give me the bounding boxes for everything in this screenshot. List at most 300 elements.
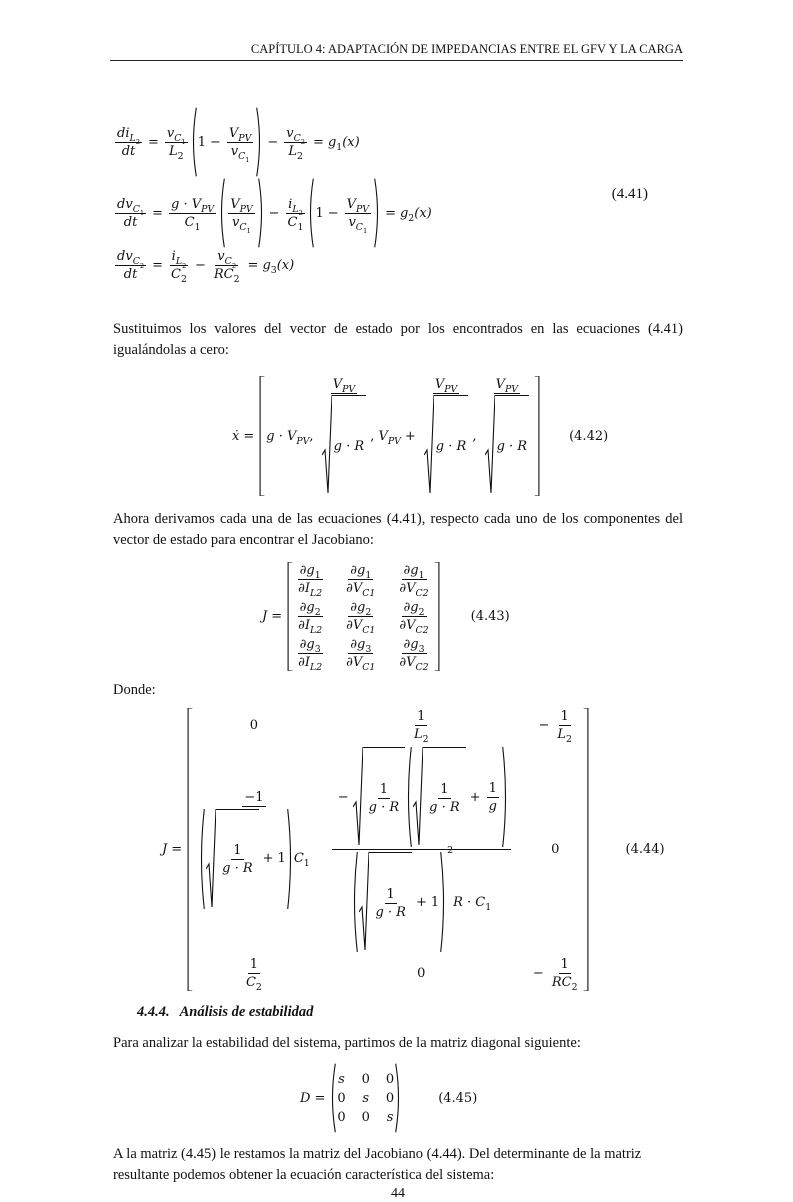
math-token: J (262, 609, 268, 624)
math-token: i (171, 249, 176, 264)
subscripted (410, 637, 425, 656)
fence-content (412, 746, 502, 848)
subscripted (352, 655, 376, 674)
fence-content (336, 1063, 395, 1133)
matrix-cell (410, 709, 433, 746)
subscript (416, 662, 429, 673)
math-group (206, 809, 286, 909)
math-token: ∂ (346, 581, 353, 596)
math-token: g (306, 563, 315, 578)
math-token: − (538, 718, 550, 733)
math-group (298, 581, 323, 600)
section-heading (113, 1004, 683, 1021)
square-root (353, 747, 406, 847)
left-paren-icon (190, 107, 197, 177)
math-token: = (243, 428, 255, 444)
math-token: I (304, 655, 310, 670)
matrix-cell (534, 709, 576, 746)
math-token: − (194, 258, 206, 273)
matrix-cell (294, 563, 326, 600)
math-token: 3 (314, 644, 321, 656)
denominator (183, 214, 203, 233)
right-paren-icon (502, 746, 509, 848)
fraction (344, 637, 377, 674)
parentheses (405, 746, 509, 848)
numerator (559, 957, 571, 974)
math-token: V (352, 655, 363, 670)
math-group (399, 581, 429, 600)
math-group (315, 196, 373, 236)
math-token: 2 (365, 607, 372, 619)
equation-block-4-41 (113, 106, 648, 286)
subscripted (414, 727, 429, 746)
fence-content (197, 107, 257, 177)
numerator (284, 125, 307, 147)
square-root (485, 395, 530, 495)
math-token: s (362, 1090, 370, 1106)
numerator (402, 600, 427, 617)
subscript (245, 156, 249, 164)
matrix-cell (342, 637, 379, 674)
math-group (117, 249, 145, 270)
subscripted (327, 134, 343, 153)
subscripted (357, 637, 372, 656)
math-token: ∂ (399, 618, 407, 633)
equation-row (262, 562, 441, 674)
numerator (115, 196, 146, 218)
math-token: ∂ (299, 637, 307, 652)
subscripted (191, 196, 215, 215)
matrix-cell (250, 718, 258, 733)
radicand (434, 395, 469, 495)
math-token: 2 (566, 734, 572, 746)
math-token: 2 (182, 261, 187, 270)
math-group (351, 845, 492, 953)
radicand (369, 852, 412, 952)
subscripted (557, 727, 572, 746)
subscript (174, 132, 186, 147)
equation-block-4-42 (113, 375, 683, 497)
fraction (373, 887, 408, 920)
numerator (559, 709, 571, 726)
parentheses (198, 808, 294, 910)
fraction (228, 196, 254, 236)
subscripted (245, 975, 262, 994)
math-token: g (410, 563, 419, 578)
denominator (427, 799, 462, 815)
subscript (315, 607, 321, 618)
subscripted (410, 600, 425, 619)
radical-sign-icon (359, 852, 369, 952)
subscripted (132, 256, 145, 270)
left-paren-icon (405, 746, 412, 848)
subscript (301, 138, 305, 146)
subscript (178, 151, 184, 162)
math-token: 2 (135, 138, 140, 147)
subscript (310, 662, 322, 673)
math-token: PV (239, 203, 253, 215)
math-token: d (117, 125, 126, 141)
fraction (422, 377, 471, 495)
math-token: g (306, 600, 315, 615)
subscript (310, 625, 322, 636)
equation-number: (4.43) (470, 609, 510, 624)
math-token: C (223, 267, 234, 282)
math-token: 1 (362, 227, 368, 236)
math-token: ẋ (232, 428, 240, 444)
equation-row (113, 249, 432, 286)
numerator (298, 563, 323, 580)
math-token: 2 (296, 150, 303, 162)
math-token: g (399, 205, 409, 221)
square-root (424, 395, 469, 495)
equation-number: (4.44) (625, 842, 665, 857)
math-token: 2 (418, 607, 425, 619)
subscript (416, 588, 429, 599)
paragraph: Ahora derivamos cada una de las ecuaciones (4.41), respecto cada uno de los componentes del vector de estado para encontrar el Jacobiano: (113, 511, 683, 548)
denominator (320, 394, 369, 495)
math-token: C2 (415, 662, 429, 674)
subscript (129, 132, 141, 147)
denominator (344, 580, 377, 600)
matrix-cell (387, 1110, 394, 1125)
fence-content (358, 851, 440, 953)
math-token: 0 (385, 1071, 395, 1087)
numerator (402, 563, 427, 580)
matrix-cell (417, 966, 425, 981)
math-token: g (327, 134, 337, 150)
math-token: + (262, 851, 274, 866)
subscripted (288, 196, 303, 218)
math-group (403, 563, 425, 582)
subscripted (306, 637, 321, 656)
numerator (170, 249, 189, 270)
math-group (299, 600, 321, 619)
fraction (227, 125, 253, 165)
math-token: d (117, 196, 126, 212)
math-token: dt (123, 267, 138, 282)
math-token: 1 (277, 851, 286, 866)
numerator (378, 782, 390, 799)
math-token: V (230, 196, 240, 212)
subscript (238, 133, 251, 144)
left-paren-icon (307, 178, 314, 248)
math-token: g (357, 563, 366, 578)
math-token: v (125, 196, 133, 212)
numerator (348, 563, 373, 580)
math-token: 1 (197, 134, 206, 150)
numerator (348, 637, 373, 654)
subscript (271, 265, 277, 276)
subscripted (306, 563, 321, 582)
right-paren-icon (374, 178, 381, 248)
math-token: C2 (415, 625, 429, 637)
fence-content (293, 562, 434, 674)
running-header: CAPÍTULO 4: ADAPTACIÓN DE IMPEDANCIAS ENTRE EL GFV Y LA CARGA (110, 42, 683, 61)
math-token: v (230, 143, 239, 159)
subscripted (406, 581, 429, 600)
brackets (186, 708, 589, 994)
subscript (419, 644, 425, 655)
subscript (234, 274, 240, 285)
math-group (298, 655, 323, 674)
numerator (298, 600, 323, 617)
math-token: g · R (368, 799, 400, 815)
parentheses (218, 178, 264, 248)
paragraph: Sustituimos los valores del vector de estado por los encontrados en las ecuaciones (4.41) igualándolas a cero: (113, 321, 683, 358)
math-group (529, 957, 582, 994)
fraction (550, 957, 580, 994)
math-token: 1 (249, 957, 259, 972)
fraction (115, 249, 146, 282)
math-token: C (561, 975, 572, 990)
right-paren-icon (440, 851, 447, 953)
math-token: 2 (177, 150, 184, 162)
fraction (296, 600, 324, 637)
math-token: = (152, 258, 164, 273)
subscripted (132, 203, 145, 218)
math-token: ∂ (350, 563, 357, 578)
math-group (403, 600, 425, 619)
subscript (195, 222, 201, 233)
math-token: = (271, 609, 283, 624)
math-group (350, 563, 372, 582)
subscript (256, 982, 262, 993)
numerator (348, 600, 373, 617)
math-token: PV (238, 132, 252, 144)
left-bracket-icon (258, 376, 265, 496)
math-group (551, 975, 578, 994)
subscripted (262, 258, 277, 277)
fence-content (193, 708, 582, 994)
fence-content (205, 808, 287, 910)
parentheses (190, 107, 264, 177)
denominator (229, 143, 252, 165)
math-token: C (245, 975, 256, 990)
math-token: C (475, 894, 486, 910)
math-token: 2 (298, 209, 303, 218)
math-group (346, 581, 376, 600)
fraction (344, 563, 377, 600)
math-token: g (357, 600, 366, 615)
paragraph: Para analizar la estabilidad del sistema, partimos de la matriz diagonal siguiente: (113, 1035, 581, 1051)
math-token: V (228, 125, 239, 141)
matrix (294, 563, 433, 674)
math-group (403, 637, 425, 656)
math-token: 1 (440, 781, 449, 797)
equation-number: (4.45) (438, 1090, 478, 1106)
section-number: 4.4.4. (137, 1004, 170, 1020)
subscripted (406, 618, 429, 637)
fraction (115, 126, 142, 159)
subscripted (125, 196, 145, 218)
matrix-cell (337, 1110, 345, 1125)
right-bracket-icon (534, 376, 541, 496)
subscript (355, 221, 368, 236)
math-group (350, 600, 372, 619)
matrix-cell (294, 600, 326, 637)
subscripted (348, 214, 368, 236)
subscript (505, 384, 518, 395)
math-token: 1 (139, 209, 145, 218)
subscript (315, 570, 321, 581)
math-token: 1 (430, 894, 440, 910)
math-token: C2 (415, 588, 429, 600)
subscript (201, 204, 214, 215)
denominator (244, 974, 264, 994)
math-token: 0 (361, 1109, 370, 1125)
subscripted (217, 249, 237, 270)
brackets (258, 376, 541, 496)
equation-row (232, 376, 541, 496)
math-token: V (406, 618, 416, 633)
subscripted (406, 655, 429, 674)
subscript (408, 213, 414, 224)
subscripted (304, 618, 323, 637)
matrix-cell (551, 842, 559, 857)
math-token: = (247, 258, 259, 273)
numerator (402, 637, 427, 654)
right-paren-icon (287, 808, 294, 910)
math-token: ∂ (350, 637, 357, 652)
math-token: − (267, 134, 279, 150)
math-token: R (551, 975, 562, 990)
denominator (397, 654, 430, 674)
math-token: , (370, 428, 379, 444)
matrix (194, 709, 581, 994)
math-group (171, 196, 215, 215)
subscript (238, 150, 250, 165)
subscripted (352, 618, 376, 637)
subscript (292, 203, 303, 218)
subscripted (495, 377, 519, 396)
math-group (197, 125, 256, 165)
fraction (345, 196, 371, 236)
math-token: V (346, 196, 357, 212)
math-token: ∂ (299, 563, 307, 578)
subscripted (175, 256, 187, 270)
math-token: L2 (310, 588, 323, 600)
math-token: C1 (362, 625, 376, 637)
math-token: + (404, 428, 416, 444)
matrix-cell (395, 600, 432, 637)
numerator (438, 782, 450, 799)
denominator (483, 394, 532, 495)
denominator (555, 726, 574, 746)
math-token: L (292, 203, 299, 215)
math-token: C (238, 150, 246, 162)
numerator (228, 197, 254, 214)
subscripted (232, 214, 251, 236)
matrix-cell (342, 563, 379, 600)
subscript (363, 227, 367, 235)
subscript (572, 982, 578, 993)
math-token: ∂ (346, 655, 353, 670)
math-group (399, 655, 429, 674)
math-token: g · (266, 428, 287, 444)
radical-sign-icon (424, 395, 434, 495)
fraction (296, 637, 324, 674)
math-token: g (357, 637, 366, 652)
fraction (320, 377, 369, 495)
math-token: d (117, 249, 126, 264)
denominator (422, 394, 471, 495)
subscript (140, 262, 144, 270)
subscripted (357, 600, 372, 619)
math-token: 1 (386, 886, 395, 902)
math-token: J (162, 842, 168, 857)
math-token: C (287, 214, 298, 230)
subscript (315, 644, 321, 655)
subscripted (238, 150, 250, 165)
math-token: 1 (365, 570, 372, 582)
math-token: g · R (375, 904, 406, 920)
fraction (296, 563, 324, 600)
math-token: L2 (310, 625, 323, 637)
math-token: 2 (314, 607, 321, 619)
fraction (332, 746, 511, 953)
numerator (227, 126, 253, 143)
math-token: , (472, 428, 481, 444)
fraction (220, 843, 255, 876)
math-token: 1 (246, 227, 251, 236)
math-token: L (175, 256, 183, 268)
math-token: s (338, 1071, 345, 1087)
paragraph: Donde: (113, 682, 156, 698)
math-token: C1 (362, 662, 376, 674)
left-bracket-icon (286, 562, 293, 671)
math-token: g (488, 798, 497, 814)
math-token: I (304, 618, 310, 633)
math-token: v (166, 125, 175, 141)
math-group (194, 709, 581, 994)
math-token: ∂ (299, 600, 307, 615)
math-token: (x) (414, 205, 432, 221)
math-token: 2 (233, 274, 240, 286)
denominator (212, 266, 242, 286)
math-token: g · R (429, 799, 460, 815)
math-token: g (410, 600, 419, 615)
matrix-cell (342, 600, 379, 637)
math-group (198, 808, 310, 910)
math-token: 0 (551, 842, 560, 857)
math-token: 2 (180, 274, 187, 286)
math-token: C (174, 132, 182, 144)
subscripted (378, 428, 401, 447)
fraction (344, 600, 377, 637)
math-group (350, 637, 372, 656)
subscripted (184, 214, 201, 233)
matrix-cell (395, 563, 432, 600)
matrix-cell (194, 790, 314, 910)
math-token: C (184, 214, 195, 230)
fraction (169, 196, 216, 233)
numerator (332, 746, 511, 850)
subscript (485, 902, 491, 913)
math-token: g · R (222, 861, 253, 876)
numerator (215, 249, 238, 270)
fence-content (225, 178, 257, 248)
math-token: C (132, 256, 140, 268)
math-token: V (434, 377, 445, 392)
subscript (136, 138, 140, 146)
subscript (182, 262, 186, 270)
fence-content (265, 376, 534, 496)
right-bracket-icon (583, 708, 590, 991)
equation-block-4-44 (113, 707, 683, 992)
fraction (397, 600, 430, 637)
matrix-cell (362, 1110, 370, 1125)
